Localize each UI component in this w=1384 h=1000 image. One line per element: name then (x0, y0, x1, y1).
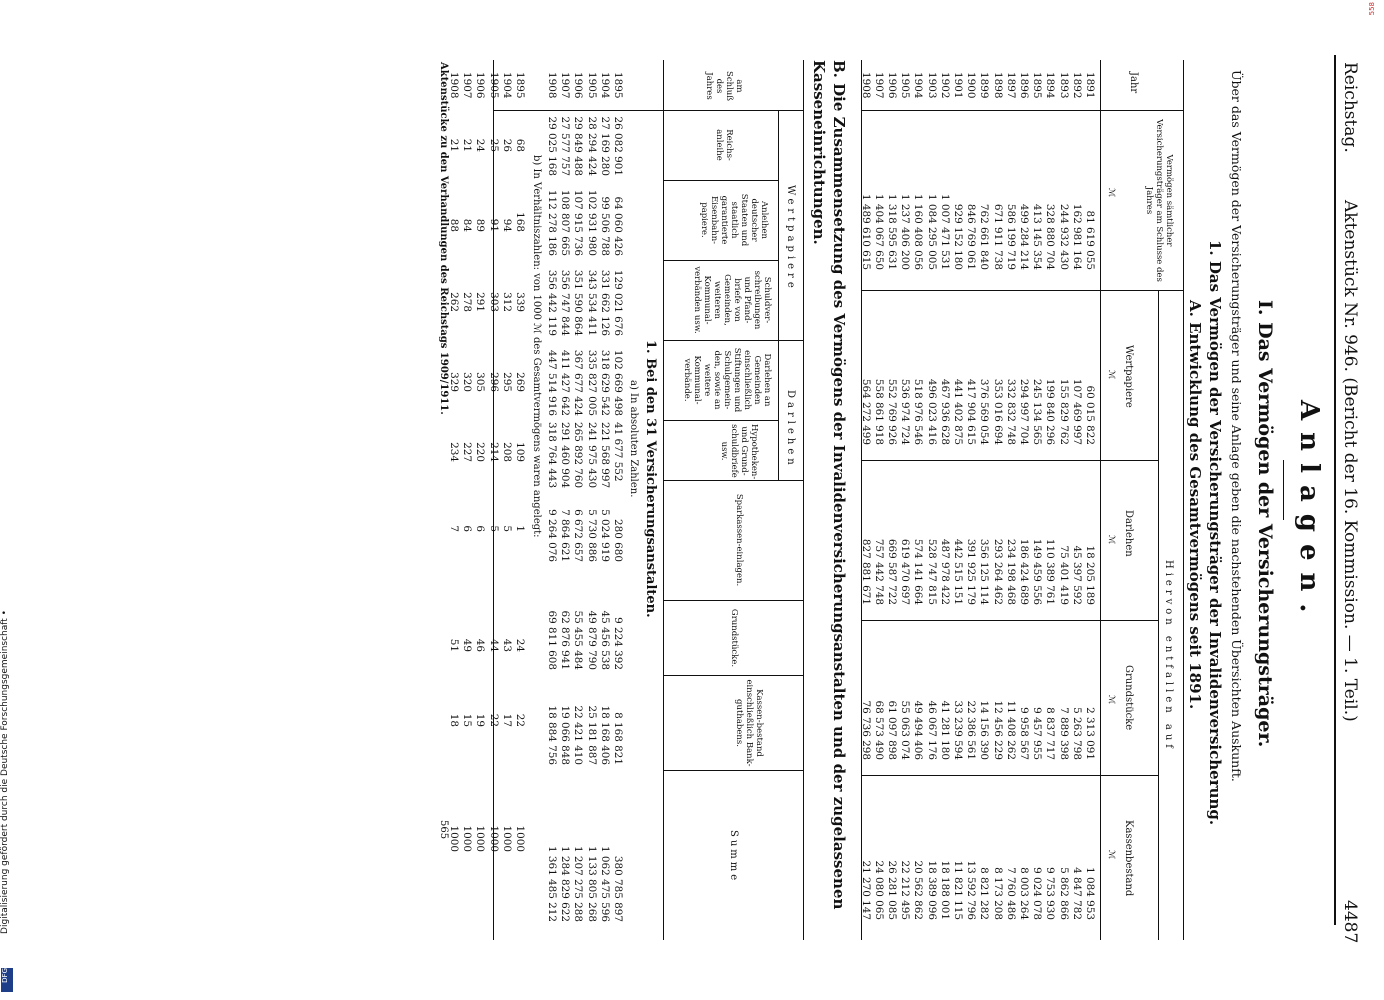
tableB-ratio-state: 168 94 91 89 84 88 (447, 212, 526, 232)
tableA-securities-values: 60 015 822 107 469 997 155 829 762 199 840 296 245 134 565 294 997 704 332 832 748 353 016 694 376 569 054 417 904 615 441 402 875 467 936 628 496 023 416 518 976 546 536 974 724 552 769 926 558 861 918 564 272 499 (859, 378, 1096, 445)
tableB-sum-header: Summe (728, 830, 739, 884)
tableA-unit: ℳ (1106, 695, 1116, 705)
tableB-abs-savings: 280 680 5 024 919 5 730 886 6 672 657 7 864 621 9 264 076 (545, 509, 624, 562)
tableB-abs-years: 1895 1904 1905 1906 1907 1908 (545, 72, 624, 99)
tableB-vline (664, 260, 779, 261)
tableB-abs-land: 9 224 392 45 456 538 49 879 790 55 455 484 62 876 941 69 811 608 (545, 610, 624, 670)
subtitle-A: A. Entwicklung des Gesamtvermögens seit 1891. (1186, 300, 1204, 710)
tableA-vline (862, 775, 1159, 776)
tableB-ratio-savings: 1 5 5 6 6 7 (447, 525, 526, 532)
tableA-vline (862, 620, 1159, 621)
tableB-vline (664, 770, 804, 771)
tableB-communal-header: Schuldver-schreibungen und Pfand-briefe von Gemeinden, weiteren Kommunal-verbänden usw. (692, 266, 772, 334)
main-title: Anlagen. (1294, 400, 1324, 625)
tableB-ratio-years: 1895 1904 1905 1906 1907 1908 (447, 72, 526, 99)
tableB-reich-header: Reichs-anleihe (714, 129, 734, 161)
tableB-securities-group: Wertpapiere (785, 185, 796, 292)
tableA-cash-header: Kassenbestand (1123, 820, 1134, 897)
tableB-abs-state: 64 060 426 99 506 788 102 931 980 107 915 736 108 807 665 112 278 186 (545, 189, 624, 256)
tableB-vline (664, 180, 779, 181)
title-rule (1283, 460, 1284, 520)
tableB-vline (664, 340, 804, 341)
corner-note (1368, 2, 1380, 22)
tableB-vline (664, 675, 804, 676)
tableB-top-rule (803, 60, 804, 940)
tableB-abs-mortgage: 41 677 552 221 568 997 241 975 430 265 892 760 291 460 904 318 764 443 (545, 422, 624, 489)
subtitle-B: B. Die Zusammensetzung des Vermögens der Invalidenversicherungsanstalten und der zugelassenen Kasseneinrichtungen. (810, 60, 848, 910)
tableA-vline (862, 460, 1159, 461)
header-left: Reichstag. (1340, 62, 1360, 153)
tableA-group-rule (1158, 290, 1159, 940)
tableB-state-header: Anleihen deutscher Staaten und staatlich garantierte Eisenbahn-papiere. (699, 193, 769, 247)
tableB-cash-header: Kassen-bestand einschließlich Bank-guthabens. (734, 679, 764, 767)
tableB-abs-cash: 8 168 821 18 168 406 25 181 887 22 421 410 19 066 848 18 884 756 (545, 705, 624, 765)
tableA-cash-values: 1 084 953 4 847 782 5 862 866 9 753 930 9 024 078 8 003 264 7 760 486 8 173 208 8 821 282 13 592 796 11 821 115 18 188 001 18 389 096 20 562 862 22 212 495 26 281 085 24 080 065 21 270 147 (859, 860, 1096, 920)
tableB-ratio-communal: 339 312 303 291 278 262 (447, 292, 526, 312)
dfg-logo-text: DFG (1, 968, 9, 983)
section-title: I. Das Vermögen der Versicherungsträger. (1254, 300, 1276, 748)
header-center: Aktenstück Nr. 946. (Bericht der 16. Kommission. — 1. Teil.) (1340, 200, 1360, 722)
tableA-total-header: Vermögen sämtlicher Versicherungsträger am Schlusse des Jahres (1144, 119, 1174, 282)
tableB-abs-reich: 26 082 901 27 169 280 28 294 424 29 849 488 27 577 757 29 025 168 (545, 116, 624, 176)
tableA-unit: ℳ (1106, 188, 1116, 198)
tableB-ratio-loans-comm: 269 295 296 305 320 329 (447, 372, 526, 392)
tableB-abs-sum: 380 785 897 1 062 475 596 1 133 805 268 1 207 275 288 1 284 829 622 1 361 485 212 (545, 845, 624, 922)
tableA-securities-header: Wertpapiere (1123, 345, 1134, 408)
subtitle-B1: 1. Bei den 31 Versicherungsanstalten. (643, 340, 658, 618)
tableB-ratio-land: 24 43 44 46 49 51 (447, 638, 526, 652)
tableB-ratio-mortgage: 109 208 214 220 227 234 (447, 442, 526, 462)
tableA-land-header: Grundstücke (1123, 665, 1134, 731)
tableB-vline (664, 600, 804, 601)
tableB-land-header: Grundstücke. (729, 608, 739, 668)
header-rule (1334, 55, 1336, 925)
footer-page: 565 (438, 820, 449, 840)
tableB-ratio-reich: 68 26 25 24 21 21 (447, 138, 526, 152)
tableA-years: 1891 1892 1893 1894 1895 1896 1897 1898 1899 1900 1901 1902 1903 1904 1905 1906 1907 1908 (859, 72, 1096, 99)
tableA-header-rule (1100, 60, 1101, 940)
tableB-abs-loans-comm: 102 669 498 318 629 542 335 827 005 367 677 424 411 427 642 447 514 916 (545, 349, 624, 416)
corner-note-text: 558 (1368, 2, 1376, 16)
tableA-unit: ℳ (1106, 850, 1116, 860)
tableA-vline (862, 290, 1184, 291)
footer-left: Aktenstücke zu den Verhandlungen des Reichstags 1909/1911. (438, 62, 449, 415)
tableB-header-rule (663, 60, 664, 940)
tableB-loans-comm-header: Darlehen an Gemeinden einschließlich Stiftungen und Schulgemein-den, sowie an weitere Kommunal-verbände. (682, 347, 772, 413)
tableB-ratio-sum: 1000 1000 1000 1000 1000 1000 (447, 825, 526, 852)
tableB-vline (664, 420, 779, 421)
subtitle-1: 1. Das Vermögen der Versicherungsträger der Invalidenversicherung. (1206, 240, 1224, 826)
tableA-unit: ℳ (1106, 535, 1116, 545)
tableA-total-values: 81 619 055 162 981 164 244 932 430 328 880 704 413 145 354 499 284 214 586 199 719 671 911 738 762 661 840 846 769 061 929 152 180 1 007 471 531 1 084 295 005 1 160 408 056 1 237 406 200 1 318 595 631 1 404 067 650 1 489 610 615 (859, 193, 1096, 270)
tableA-land-values: 2 313 091 5 263 798 7 889 398 8 837 717 9 457 955 9 958 567 11 408 262 12 456 229 14 156 390 22 386 561 33 239 594 41 281 180 46 067 176 49 494 406 55 063 074 61 097 898 68 573 490 76 736 298 (859, 700, 1096, 760)
tableA-unit: ℳ (1106, 370, 1116, 380)
tableB-vline (494, 110, 804, 111)
tableA-loans-header: Darlehen (1123, 510, 1134, 557)
tableB-abs-communal: 129 021 676 331 662 126 343 534 411 351 590 864 356 747 844 356 442 119 (545, 269, 624, 336)
tableB-ratio-cash: 22 17 22 19 15 18 (447, 713, 526, 727)
tableB-group-rule (778, 110, 779, 480)
dfg-logo (1, 968, 13, 992)
tableA-top-rule (1183, 60, 1184, 940)
tableB-loans-group: Darlehen (785, 390, 796, 469)
tableB-savings-header: Sparkassen-einlagen. (734, 493, 744, 587)
tableA-vline (862, 110, 1184, 111)
page-number: 4487 (1340, 900, 1360, 944)
subtitle-a: a) In absoluten Zahlen. (628, 380, 639, 498)
tableB-vline (664, 480, 804, 481)
subtitle-b: b) In Verhältniszahlen: von 1000 ℳ des Gesamtvermögens waren angelegt: (531, 155, 542, 538)
tableB-year-header: am Schluß des Jahres (704, 71, 744, 101)
tableB-mortgage-header: Hypotheken-und Grund-schuldbriefe usw. (719, 424, 759, 480)
tableA-group-header: Hiervon entfallen auf (1163, 560, 1174, 752)
tableA-year-header: Jahr (1128, 72, 1139, 94)
intro-text: Über das Vermögen der Versicherungsträger und seine Anlage geben die nachstehenden Übersichten Auskunft. (1229, 70, 1244, 782)
dfg-credit (0, 610, 14, 970)
dfg-credit-text: Digitalisierung gefördert durch die Deutsche Forschungsgemeinschaft • (0, 610, 10, 934)
tableA-loans-values: 18 205 189 45 397 592 75 401 419 110 389 761 149 459 556 186 424 689 234 198 468 293 264 462 356 125 114 391 925 179 442 515 151 487 978 422 528 747 815 574 141 664 619 470 697 669 587 722 757 442 748 827 881 671 (859, 538, 1096, 605)
